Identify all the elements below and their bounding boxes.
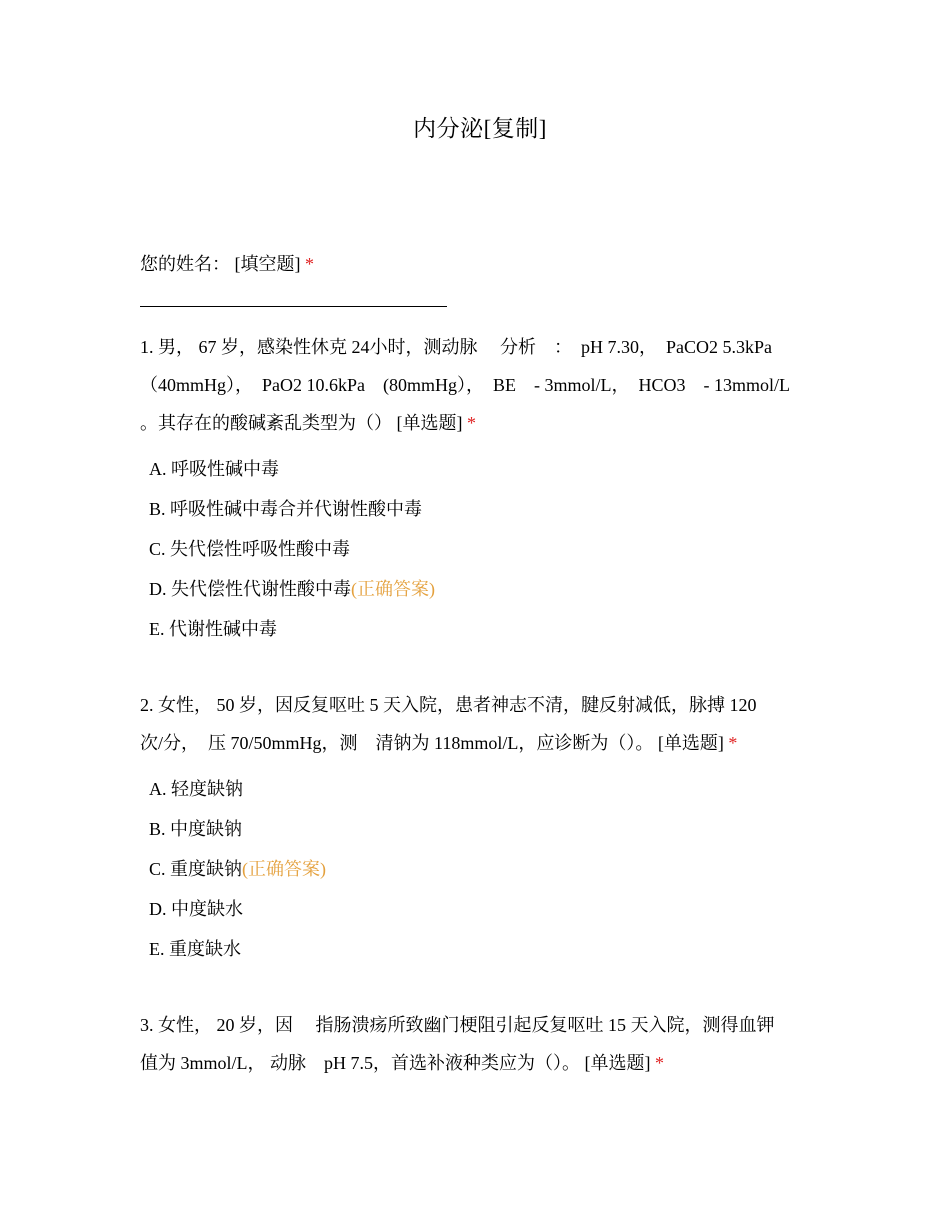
option-label: B. 呼吸性碱中毒合并代谢性酸中毒 (149, 499, 423, 519)
question-1-option-b[interactable] (149, 495, 422, 521)
question-2-option-a[interactable] (149, 775, 243, 801)
correct-answer-tag: (正确答案) (242, 859, 327, 879)
name-answer-field[interactable] (140, 306, 447, 307)
question-1-option-c[interactable] (149, 535, 350, 561)
question-1-line-1: 1. 男， 67 岁，感染性休克 24小时，测动脉 分析 ： pH 7.30， PaCO2 5.3kPa (140, 337, 773, 357)
option-label: D. 失代偿性代谢性酸中毒 (149, 579, 351, 599)
required-mark: * (654, 1053, 664, 1073)
question-2-option-b[interactable] (149, 815, 242, 841)
option-label: C. 重度缺钠 (149, 859, 243, 879)
option-label: E. 重度缺水 (149, 939, 241, 959)
option-label: E. 代谢性碱中毒 (149, 619, 277, 639)
question-1-line-3 (140, 409, 476, 435)
question-2-option-d[interactable] (149, 895, 243, 921)
option-label: D. 中度缺水 (149, 899, 243, 919)
option-label: A. 轻度缺钠 (149, 779, 243, 799)
name-question-text: 您的姓名： [填空题] (140, 254, 301, 274)
option-label: B. 中度缺钠 (149, 819, 243, 839)
question-1-option-d[interactable] (149, 575, 435, 601)
question-2-option-e[interactable] (149, 935, 241, 961)
question-1-line-2: （40mmHg）， PaO2 10.6kPa (80mmHg）， BE - 3mmol/L， HCO3 - 13mmol/L (140, 375, 790, 395)
option-label: A. 呼吸性碱中毒 (149, 459, 279, 479)
required-mark: * (467, 413, 476, 433)
name-question-label (140, 250, 314, 276)
question-1-option-e[interactable] (149, 615, 277, 641)
question-1-text-end: 。其存在的酸碱紊乱类型为（） [单选题] (140, 413, 463, 433)
required-mark: * (305, 254, 314, 274)
required-mark: * (728, 733, 738, 753)
page-title: 内分泌[复制] (413, 116, 547, 141)
question-3-line-1: 3. 女性， 20 岁，因 指肠溃疡所致幽门梗阻引起反复呕吐 15 天入院，测得血钾 (140, 1015, 775, 1035)
question-2-line-2 (140, 729, 737, 755)
question-3-line-2 (140, 1049, 664, 1075)
correct-answer-tag: (正确答案) (351, 579, 435, 599)
question-1-option-a[interactable] (149, 455, 279, 481)
question-2-option-c[interactable] (149, 855, 326, 881)
question-2-line-1: 2. 女性， 50 岁，因反复呕吐 5 天入院，患者神志不清，腱反射减低，脉搏 120 (140, 695, 757, 715)
option-label: C. 失代偿性呼吸性酸中毒 (149, 539, 351, 559)
question-3-text-end: 值为 3mmol/L， 动脉 pH 7.5，首选补液种类应为（）。 [单选题] (140, 1053, 651, 1073)
question-2-text-end: 次/分， 压 70/50mmHg，测 清钠为 118mmol/L，应诊断为（）。 [单选题] (140, 733, 724, 753)
